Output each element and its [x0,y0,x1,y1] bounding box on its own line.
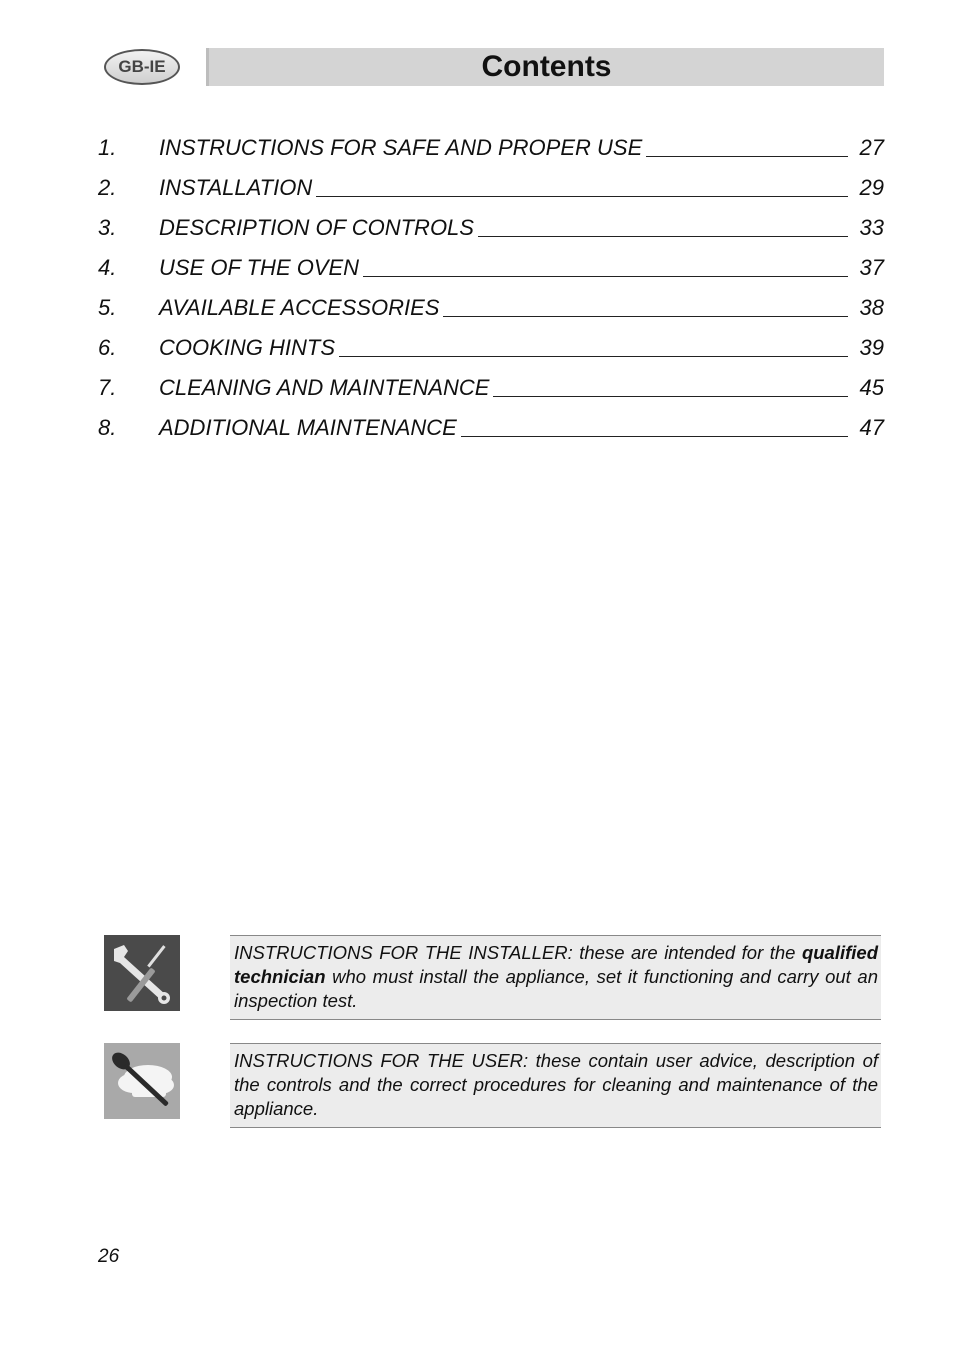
user-note [230,1043,881,1128]
toc-title: ADDITIONAL MAINTENANCE [159,415,457,440]
toc-page: 38 [859,295,884,320]
page-number: 26 [98,1246,120,1267]
toc-leader-line [493,396,848,397]
toc-leader-line [339,356,848,357]
toc-leader-line [363,276,848,277]
toc-title: AVAILABLE ACCESSORIES [159,295,440,320]
toc-page: 39 [859,335,884,360]
installer-note-text-end: who must install the appliance, set it functioning and carry out an inspection test. [234,966,878,1011]
toc-entry[interactable] [98,408,884,448]
toc-number: 1. [98,135,117,160]
toc-number: 8. [98,415,117,440]
user-note-text: INSTRUCTIONS FOR THE USER: these contain user advice, description of the controls and the correct procedures for cleaning and maintenance of the appliance. [234,1050,878,1119]
toc-title: INSTRUCTIONS FOR SAFE AND PROPER USE [159,135,643,160]
table-of-contents [98,128,884,448]
toc-number: 7. [98,375,117,400]
installer-note-emphasis: qualified technician [234,942,878,987]
toc-title: DESCRIPTION OF CONTROLS [159,215,474,240]
page-title: Contents [481,50,612,83]
toc-entry[interactable] [98,168,884,208]
language-badge: GB-IE [104,49,180,85]
toc-page: 37 [859,255,884,280]
toc-entry[interactable] [98,368,884,408]
tools-icon [104,935,180,1011]
toc-title: COOKING HINTS [159,335,336,360]
toc-number: 4. [98,255,117,280]
toc-title: CLEANING AND MAINTENANCE [159,375,490,400]
toc-leader-line [478,236,848,237]
toc-page: 47 [859,415,884,440]
toc-title: USE OF THE OVEN [159,255,360,280]
page-title-bar [206,48,884,86]
toc-page: 45 [859,375,884,400]
toc-number: 2. [98,175,117,200]
toc-page: 33 [859,215,884,240]
toc-page: 29 [859,175,884,200]
spoon-chef-hat-icon [104,1043,180,1119]
toc-entry[interactable] [98,328,884,368]
toc-leader-line [646,156,848,157]
toc-leader-line [461,436,848,437]
toc-leader-line [316,196,848,197]
toc-number: 3. [98,215,117,240]
installer-note-text: INSTRUCTIONS FOR THE INSTALLER: these are intended for the [234,942,802,963]
toc-title: INSTALLATION [159,175,313,200]
toc-entry[interactable] [98,208,884,248]
toc-page: 27 [859,135,884,160]
toc-number: 6. [98,335,117,360]
toc-entry[interactable] [98,128,884,168]
toc-number: 5. [98,295,117,320]
installer-note [230,935,881,1020]
toc-entry[interactable] [98,248,884,288]
toc-leader-line [443,316,848,317]
toc-entry[interactable] [98,288,884,328]
